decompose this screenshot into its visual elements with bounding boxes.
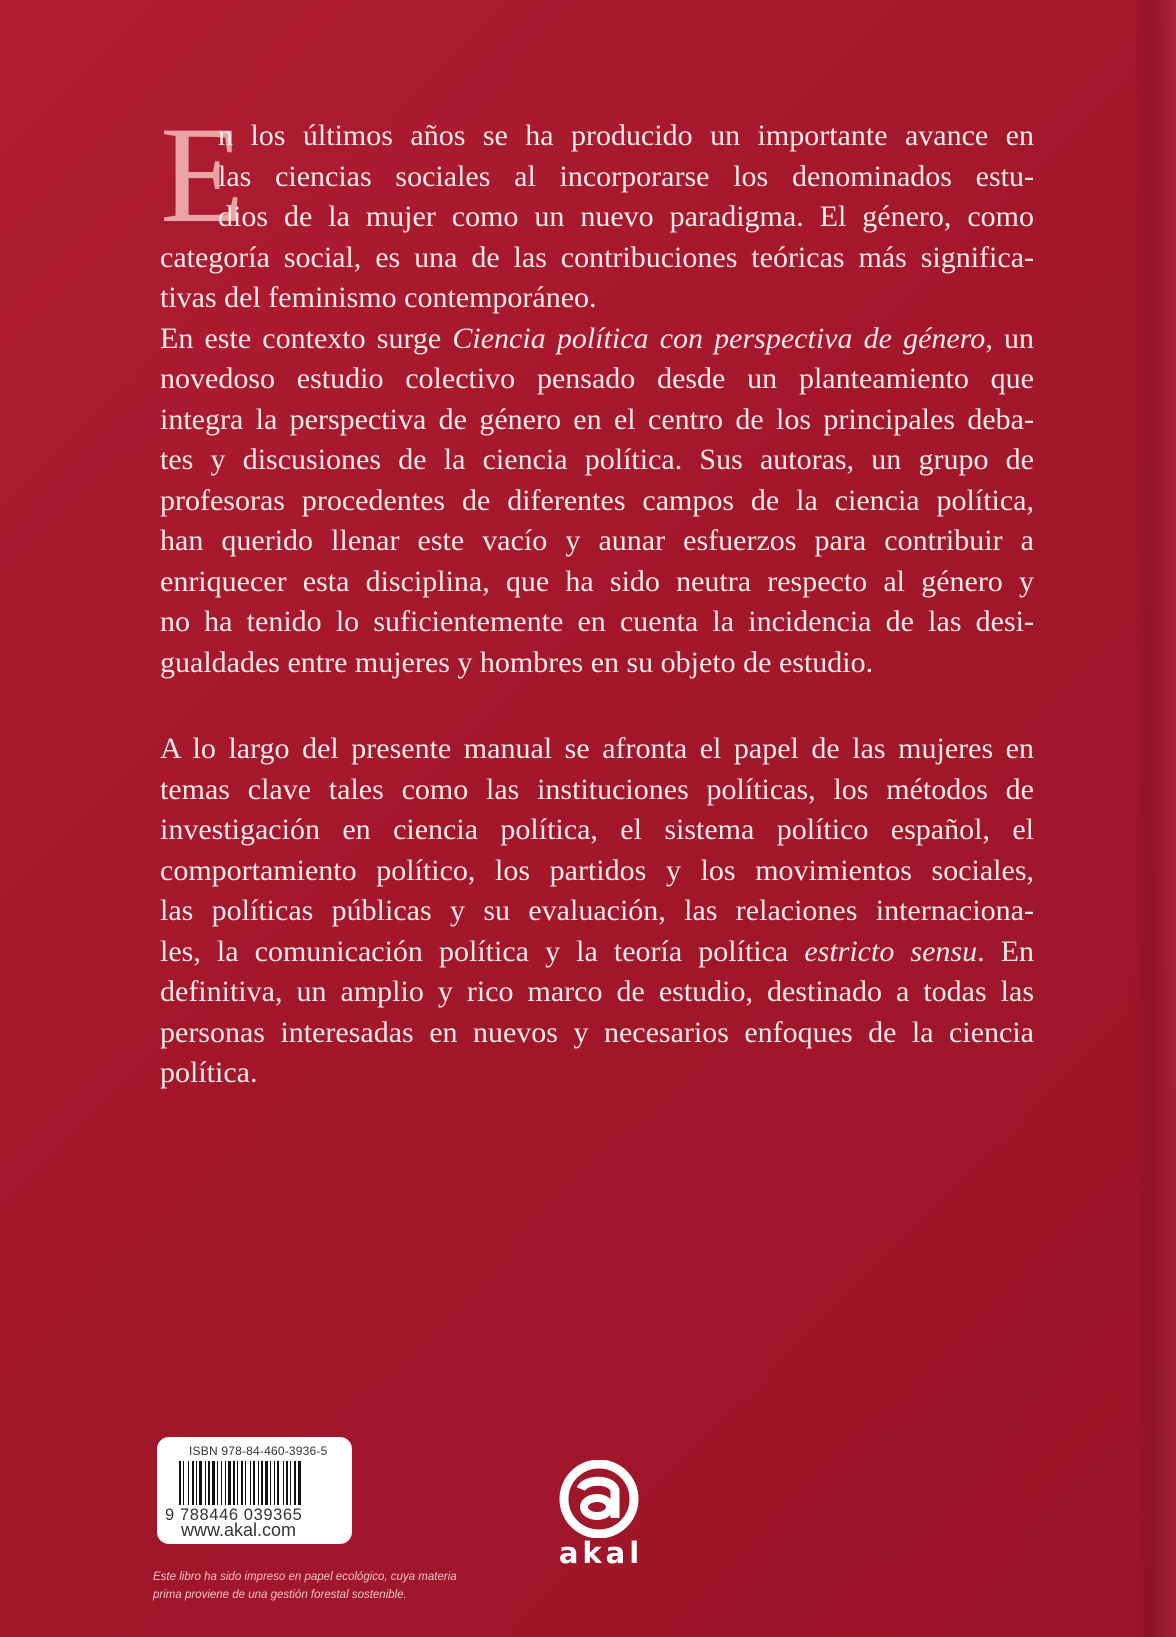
barcode-bar bbox=[274, 1461, 275, 1505]
text-line: integra la perspectiva de género en el centro de los principales deba- bbox=[160, 402, 1034, 436]
text-line: gualdades entre mujeres y hombres en su objeto de estudio. bbox=[160, 645, 874, 679]
barcode-bar bbox=[212, 1461, 215, 1505]
barcode-bar bbox=[298, 1461, 301, 1505]
text-line: política. bbox=[160, 1056, 258, 1089]
eco-paper-note bbox=[153, 1568, 573, 1604]
text-line: tes y discusiones de la ciencia política. Sus autoras, un grupo de bbox=[160, 443, 1034, 476]
barcode-bar bbox=[277, 1461, 279, 1505]
barcode-bar bbox=[225, 1461, 226, 1505]
barcode-icon bbox=[177, 1461, 332, 1505]
text-line: investigación en ciencia política, el sistema político español, el bbox=[160, 813, 1034, 846]
barcode-bar bbox=[183, 1461, 184, 1505]
text-line: enriquecer esta disciplina, que ha sido neutra respecto al género y bbox=[160, 564, 1034, 598]
barcode-bar bbox=[245, 1461, 246, 1505]
barcode-bar bbox=[265, 1461, 268, 1505]
barcode-bar bbox=[188, 1461, 189, 1505]
book-title: Ciencia política con perspectiva de género bbox=[452, 321, 986, 355]
text-line: categoría social, es una de las contribuciones teóricas más significa- bbox=[160, 240, 1034, 274]
text-fragment: . En bbox=[977, 934, 1035, 968]
drop-cap: E bbox=[160, 98, 245, 251]
barcode-bar bbox=[208, 1461, 210, 1505]
text-line: novedoso estudio colectivo pensado desde un planteamiento que bbox=[160, 362, 1034, 395]
text-line: no ha tenido lo suficientemente en cuenta la incidencia de las desi- bbox=[160, 605, 1034, 638]
barcode-bar bbox=[205, 1461, 206, 1505]
barcode-bar bbox=[261, 1461, 263, 1505]
text-line: definitiva, un amplio y rico marco de estudio, destinado a todas las bbox=[160, 975, 1034, 1008]
barcode-bar bbox=[286, 1461, 288, 1505]
text-line: tivas del feminismo contemporáneo. bbox=[160, 281, 597, 314]
spine-shadow bbox=[1132, 0, 1176, 1637]
publisher-wordmark: akal bbox=[558, 1536, 644, 1570]
barcode-bar bbox=[228, 1461, 231, 1505]
text-line: las ciencias sociales al incorporarse los denominados estu- bbox=[218, 159, 1034, 193]
note-line: prima proviene de una gestión forestal sostenible. bbox=[153, 1589, 407, 1601]
isbn-number: ISBN 978-84-460-3936-5 bbox=[189, 1444, 328, 1458]
akal-a-circle-icon bbox=[551, 1460, 651, 1538]
barcode-bar bbox=[217, 1461, 218, 1505]
italic-phrase: estricto sensu bbox=[804, 934, 978, 968]
text-line: comportamiento político, los partidos y los movimientos sociales, bbox=[160, 853, 1034, 887]
barcode-bar bbox=[270, 1461, 271, 1505]
barcode-bar bbox=[294, 1461, 296, 1505]
barcode-bar bbox=[179, 1461, 181, 1505]
text-line: las políticas públicas y su evaluación, las relaciones internaciona- bbox=[160, 894, 1034, 927]
blurb-text-block bbox=[160, 729, 1034, 1094]
blurb-text-block bbox=[160, 116, 1034, 683]
text-line bbox=[160, 319, 1034, 360]
publisher-website: www.akal.com bbox=[181, 1520, 297, 1540]
barcode-bar bbox=[199, 1461, 202, 1505]
text-line: han querido llenar este vacío y aunar esfuerzos para contribuir a bbox=[160, 524, 1034, 557]
barcode-bar bbox=[283, 1461, 284, 1505]
text-line: personas interesadas en nuevos y necesarios enfoques de la ciencia bbox=[160, 1015, 1034, 1049]
barcode-digits: 9 788446 039365 bbox=[165, 1506, 303, 1524]
barcode-bar bbox=[192, 1461, 194, 1505]
text-line bbox=[160, 932, 1034, 973]
barcode-bar bbox=[258, 1461, 259, 1505]
barcode-bar bbox=[250, 1461, 251, 1505]
barcode-bar bbox=[241, 1461, 243, 1505]
barcode-bar bbox=[237, 1461, 238, 1505]
barcode-bar bbox=[221, 1461, 222, 1505]
text-line: temas clave tales como las instituciones políticas, los métodos de bbox=[160, 772, 1034, 806]
text-fragment: les, la comunicación política y la teoría política bbox=[160, 934, 805, 968]
text-line: A lo largo del presente manual se afronta el papel de las mujeres en bbox=[160, 732, 1034, 765]
text-line: n los últimos años se ha producido un importante avance en bbox=[218, 119, 1034, 152]
barcode-label bbox=[157, 1437, 352, 1544]
text-line: profesoras procedentes de diferentes campos de la ciencia política, bbox=[160, 483, 1034, 517]
barcode-bar bbox=[233, 1461, 235, 1505]
note-line: Este libro ha sido impreso en papel ecológico, cuya materia bbox=[153, 1571, 457, 1583]
barcode-bar bbox=[196, 1461, 197, 1505]
barcode-bar bbox=[253, 1461, 255, 1505]
barcode-bar bbox=[290, 1461, 291, 1505]
text-fragment: , un bbox=[985, 321, 1034, 355]
text-line: dios de la mujer como un nuevo paradigma. El género, como bbox=[218, 200, 1034, 233]
text-fragment: En este contexto surge bbox=[160, 321, 453, 355]
